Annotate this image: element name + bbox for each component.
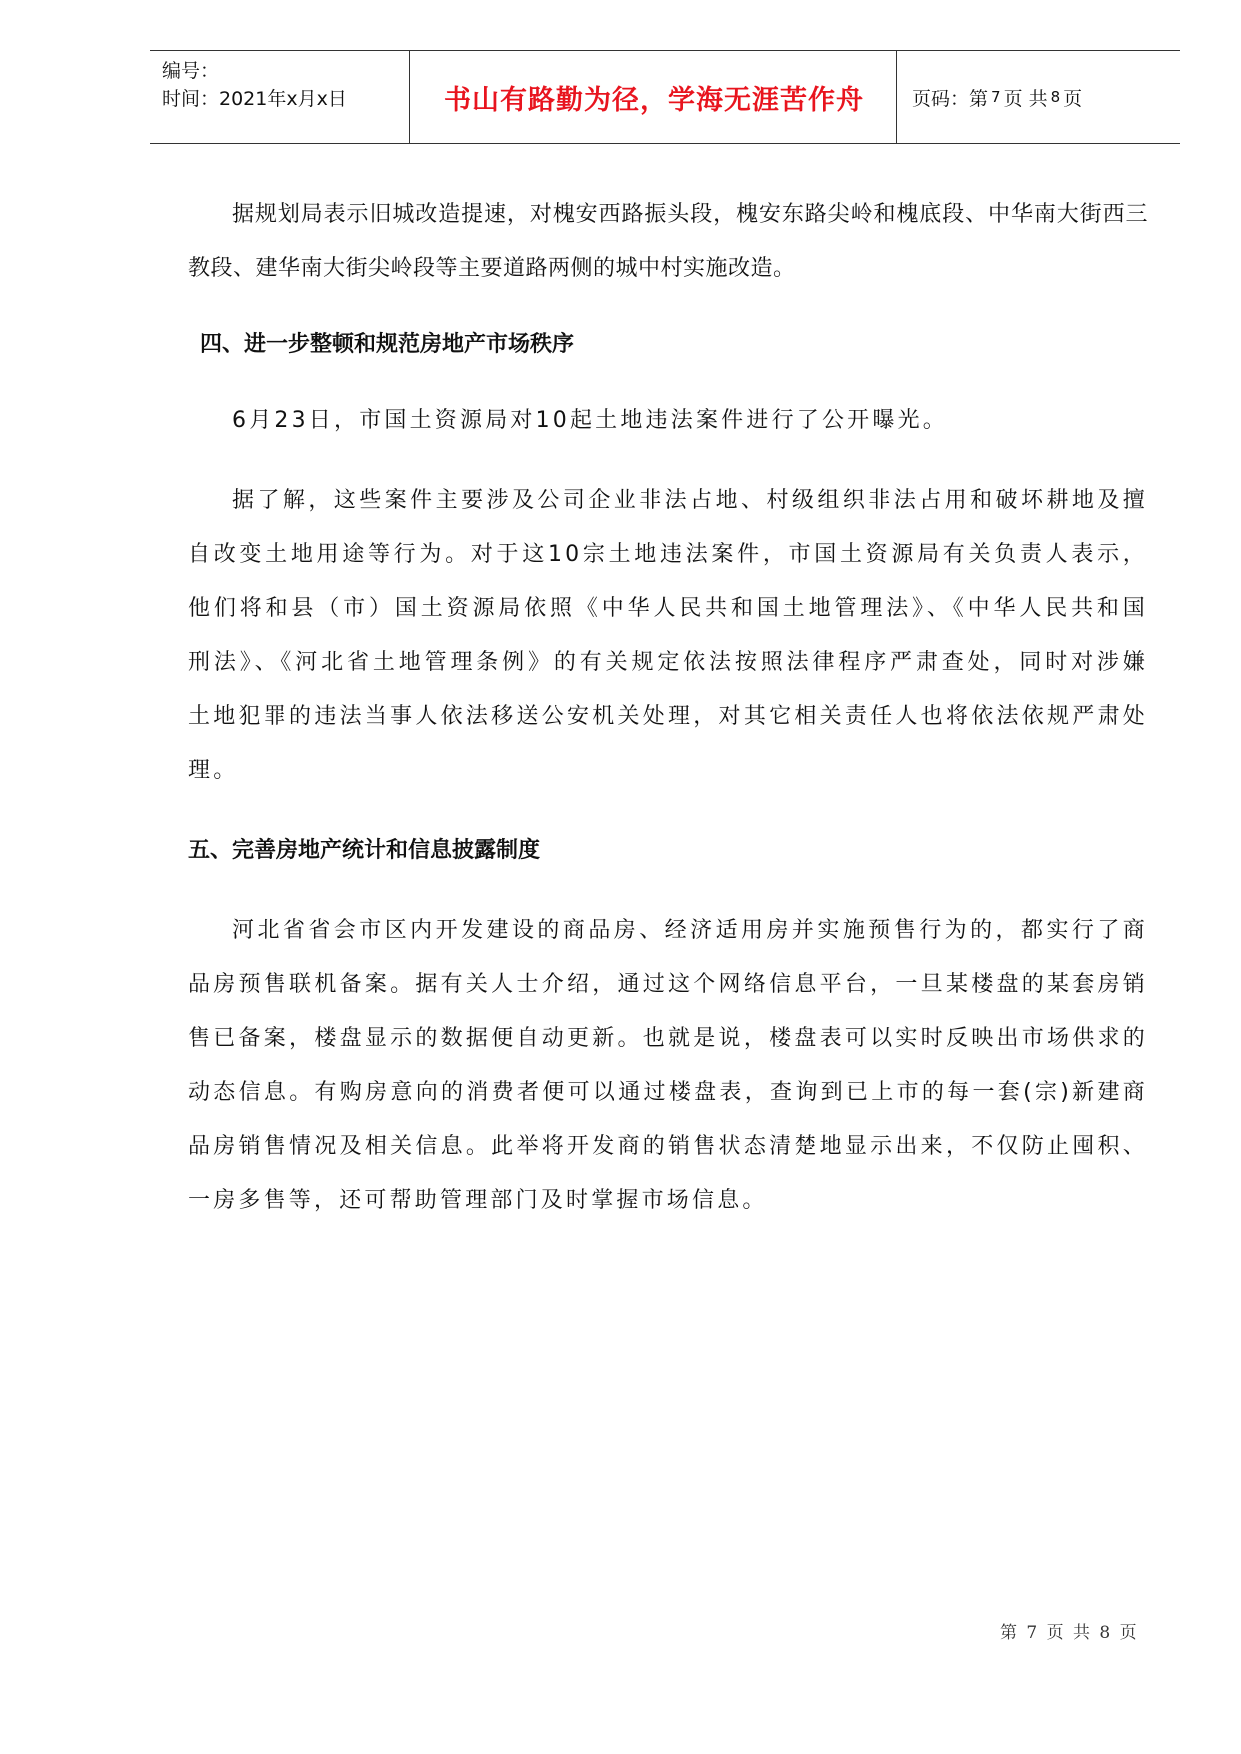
header-divider-right (896, 51, 897, 143)
paragraph-land-violation-details: 据了解，这些案件主要涉及公司企业非法占地、村级组织非法占用和破坏耕地及擅自改变土地用途等行为。对于这10宗土地违法案件，市国土资源局有关负责人表示，他们将和县（市）国土资源局依照《中华人民共和国土地管理法》、《中华人民共和国刑法》、《河北省土地管理条例》的有关规定依法按照法律程序严肃查处，同时对涉嫌土地犯罪的违法当事人依法移送公安机关处理，对其它相关责任人也将依法依规严肃处理。 (188, 488, 1148, 783)
document-body (188, 188, 1148, 1228)
page-end: 页 (1063, 87, 1083, 110)
date-label: 时间：2021年x月x日 (162, 88, 347, 110)
page-footer: 第 7 页 共 8 页 (1000, 1623, 1139, 1643)
header-motto: 书山有路勤为径，学海无涯苦作舟 (444, 84, 864, 116)
header-page-indicator (912, 51, 1082, 143)
page-current: 7 (991, 88, 1001, 106)
page-total: 8 (1050, 88, 1061, 106)
page-header (150, 50, 1180, 144)
header-meta (162, 57, 412, 113)
page-mid: 页 共 (1003, 87, 1048, 110)
paragraph-land-violation-exposure: 6月23日，市国土资源局对10起土地违法案件进行了公开曝光。 (232, 408, 948, 433)
serial-number-label: 编号： (162, 60, 220, 82)
section-heading-4: 四、进一步整顿和规范房地产市场秩序 (200, 332, 575, 357)
paragraph-presale-registration: 河北省省会市区内开发建设的商品房、经济适用房并实施预售行为的，都实行了商品房预售联机备案。据有关人士介绍，通过这个网络信息平台，一旦某楼盘的某套房销售已备案，楼盘显示的数据便自动更新。也就是说，楼盘表可以实时反映出市场供求的动态信息。有购房意向的消费者便可以通过楼盘表，查询到已上市的每一套(宗)新建商品房销售情况及相关信息。此举将开发商的销售状态清楚地显示出来，不仅防止囤积、一房多售等，还可帮助管理部门及时掌握市场信息。 (188, 918, 1148, 1213)
header-divider-left (409, 51, 410, 143)
section-heading-5: 五、完善房地产统计和信息披露制度 (188, 838, 541, 863)
paragraph-old-city-renovation: 据规划局表示旧城改造提速，对槐安西路振头段，槐安东路尖岭和槐底段、中华南大街西三教段、建华南大街尖岭段等主要道路两侧的城中村实施改造。 (188, 202, 1148, 281)
page-label: 页码：第 (912, 87, 989, 110)
